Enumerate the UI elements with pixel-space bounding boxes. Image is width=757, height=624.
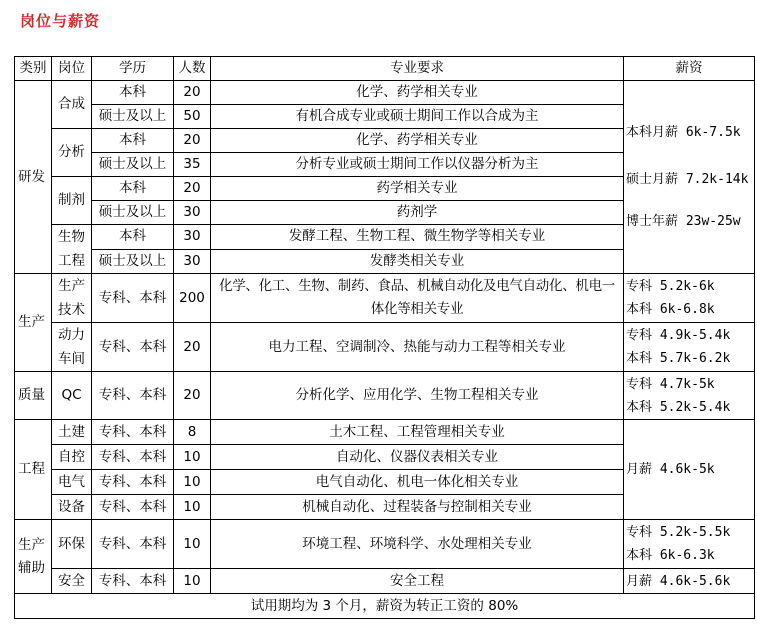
header-count: 人数 [174,57,211,81]
salary-line: 博士年薪 23w-25w [626,213,741,229]
salary-line: 专科 4.9k-5.4k [626,328,731,343]
category-engineering: 工程 [15,420,52,520]
position-qc: QC [52,372,92,420]
table-row [15,520,755,569]
position-power [52,323,92,372]
position-formulation: 制剂 [52,177,92,225]
edu-cell: 专科、本科 [92,274,174,323]
note-row [15,594,755,619]
salary-line: 硕士月薪 7.2k-14k [626,171,749,187]
salary-power [624,323,755,372]
salary-quality [624,372,755,420]
count-cell: 20 [174,129,211,153]
position-cell: 电气 [52,470,92,495]
count-cell: 30 [174,249,211,274]
position-synthesis: 合成 [52,81,92,129]
salary-line: 本科 5.7k-6.2k [626,351,731,366]
count-cell: 30 [174,225,211,250]
position-line: 技术 [58,302,85,318]
category-rd: 研发 [15,81,52,274]
major-cell: 安全工程 [211,569,624,594]
table-row [15,81,755,105]
salary-engineering: 月薪 4.6k-5k [624,420,755,520]
jobs-salary-table [14,56,755,619]
position-cell: 土建 [52,420,92,445]
count-cell: 35 [174,153,211,177]
count-cell: 8 [174,420,211,445]
edu-cell: 专科、本科 [92,569,174,594]
count-cell: 10 [174,445,211,470]
salary-line: 专科 5.2k-6k [626,279,715,294]
edu-cell: 硕士及以上 [92,249,174,274]
edu-cell: 硕士及以上 [92,105,174,129]
major-cell: 发酵工程、生物工程、微生物学等相关专业 [211,225,624,250]
position-env: 环保 [52,520,92,569]
salary-line: 本科 5.2k-5.4k [626,399,731,415]
salary-line: 本科月薪 6k-7.5k [626,124,741,140]
major-cell: 发酵类相关专业 [211,249,624,274]
major-cell: 电力工程、空调制冷、热能与动力工程等相关专业 [211,323,624,372]
position-line: 工程 [58,253,85,269]
header-education: 学历 [92,57,174,81]
position-line: 车间 [58,351,85,367]
count-cell: 10 [174,495,211,520]
table-row [15,372,755,420]
position-bioeng [52,225,92,274]
edu-cell: 本科 [92,81,174,105]
major-cell: 环境工程、环境科学、水处理相关专业 [211,520,624,569]
salary-rd [624,81,755,274]
position-safety: 安全 [52,569,92,594]
table-row [15,569,755,594]
major-cell: 化学、化工、生物、制药、食品、机械自动化及电气自动化、机电一体化等相关专业 [211,274,624,323]
count-cell: 20 [174,323,211,372]
edu-cell: 硕士及以上 [92,201,174,225]
major-cell: 化学、药学相关专业 [211,129,624,153]
count-cell: 20 [174,177,211,201]
table-row [15,274,755,323]
salary-line: 专科 5.2k-5.5k [626,525,731,540]
count-cell: 20 [174,372,211,420]
position-cell: 自控 [52,445,92,470]
major-cell: 机械自动化、过程装备与控制相关专业 [211,495,624,520]
edu-cell: 硕士及以上 [92,153,174,177]
major-cell: 药学相关专业 [211,177,624,201]
edu-cell: 专科、本科 [92,495,174,520]
edu-cell: 本科 [92,225,174,250]
header-salary: 薪资 [624,57,755,81]
major-cell: 分析专业或硕士期间工作以仪器分析为主 [211,153,624,177]
salary-line: 本科 6k-6.8k [626,302,715,317]
table-row [15,323,755,372]
category-line: 生产 [18,536,45,553]
position-line: 生物 [58,229,85,245]
position-production-tech [52,274,92,323]
edu-cell: 本科 [92,177,174,201]
category-aux [15,520,52,594]
edu-cell: 专科、本科 [92,470,174,495]
major-cell: 自动化、仪器仪表相关专业 [211,445,624,470]
major-cell: 化学、药学相关专业 [211,81,624,105]
header-position: 岗位 [52,57,92,81]
edu-cell: 专科、本科 [92,520,174,569]
count-cell: 30 [174,201,211,225]
position-line: 生产 [58,278,85,294]
edu-cell: 专科、本科 [92,420,174,445]
page-title: 岗位与薪资 [20,12,101,30]
salary-line: 本科 6k-6.3k [626,548,715,563]
edu-cell: 专科、本科 [92,372,174,420]
header-major: 专业要求 [211,57,624,81]
salary-production-tech [624,274,755,323]
count-cell: 10 [174,520,211,569]
salary-line: 专科 4.7k-5k [626,376,715,392]
category-production: 生产 [15,274,52,372]
category-line: 辅助 [18,559,45,576]
category-quality: 质量 [15,372,52,420]
major-cell: 药剂学 [211,201,624,225]
edu-cell: 本科 [92,129,174,153]
salary-safety: 月薪 4.6k-5.6k [624,569,755,594]
edu-cell: 专科、本科 [92,323,174,372]
major-cell: 土木工程、工程管理相关专业 [211,420,624,445]
major-cell: 分析化学、应用化学、生物工程相关专业 [211,372,624,420]
count-cell: 10 [174,569,211,594]
count-cell: 10 [174,470,211,495]
header-category: 类别 [15,57,52,81]
edu-cell: 专科、本科 [92,445,174,470]
count-cell: 50 [174,105,211,129]
position-line: 动力 [58,327,85,343]
salary-env [624,520,755,569]
major-cell: 有机合成专业或硕士期间工作以合成为主 [211,105,624,129]
major-cell: 电气自动化、机电一体化相关专业 [211,470,624,495]
position-cell: 设备 [52,495,92,520]
probation-note: 试用期均为 3 个月，薪资为转正工资的 80% [15,594,755,619]
count-cell: 20 [174,81,211,105]
header-row [15,57,755,81]
table-row [15,420,755,445]
position-analysis: 分析 [52,129,92,177]
count-cell: 200 [174,274,211,323]
